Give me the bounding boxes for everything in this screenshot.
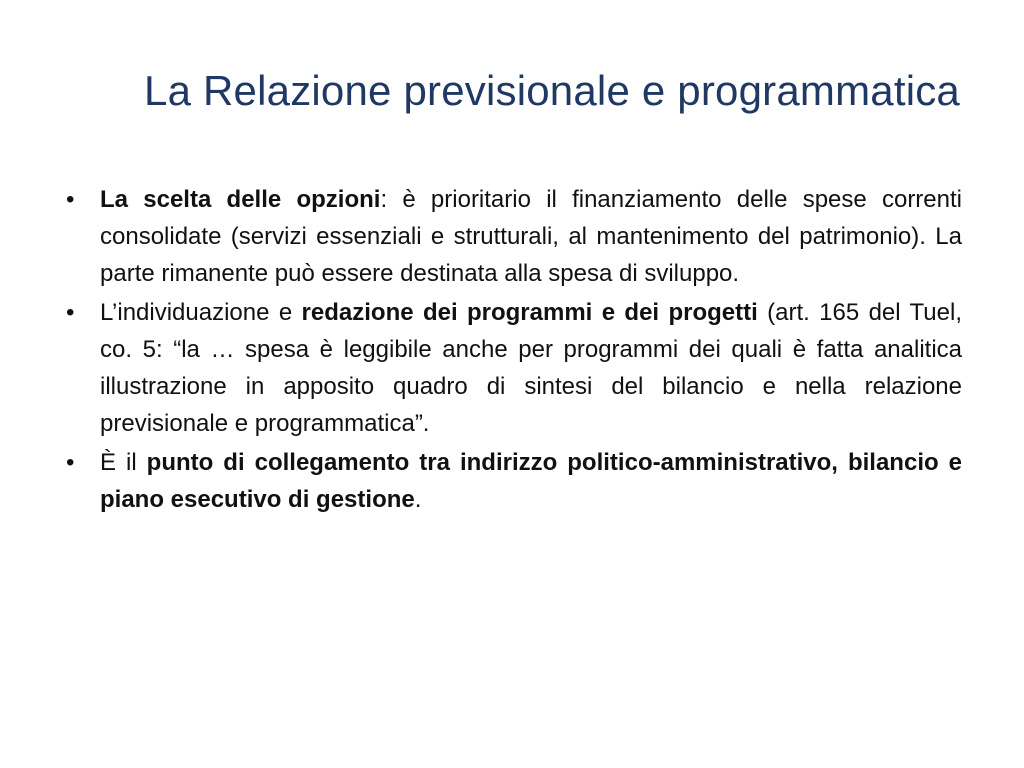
bullet-item-punto-collegamento [60,444,962,518]
bullet-item-scelta-opzioni [60,181,962,292]
bullet-2-bold-text: redazione dei programmi e dei progetti [301,299,758,326]
bullet-1-bold-text: La scelta delle opzioni [100,186,381,213]
bullet-3-text-end: . [414,486,422,513]
bullet-3-text-start: È il [100,449,147,476]
bullet-list [60,181,962,520]
bullet-2-text-end: (art. 165 del Tuel, co. 5: “la … spesa è leggibile anche per programmi dei quali è fatta analitica illustrazione in apposito quadro di sintesi del bilancio e nella relazione previsionale e programmatica”. [100,299,963,437]
bullet-icon: • [66,449,75,476]
bullet-2-text-start: L’individuazione e [100,299,302,326]
bullet-icon: • [66,299,75,326]
bullet-3-bold-text: punto di collegamento tra indirizzo politico-amministrativo, bilancio e piano esecutivo di gestione [100,449,962,513]
slide-title: La Relazione previsionale e programmatica [144,67,960,114]
bullet-icon: • [66,186,75,213]
bullet-1-text: : è prioritario il finanziamento delle spese correnti consolidate (servizi essenziali e strutturali, al mantenimento del patrimonio). La parte rimanente può essere destinata alla spesa di sviluppo. [100,186,962,287]
bullet-item-individuazione [60,294,962,442]
